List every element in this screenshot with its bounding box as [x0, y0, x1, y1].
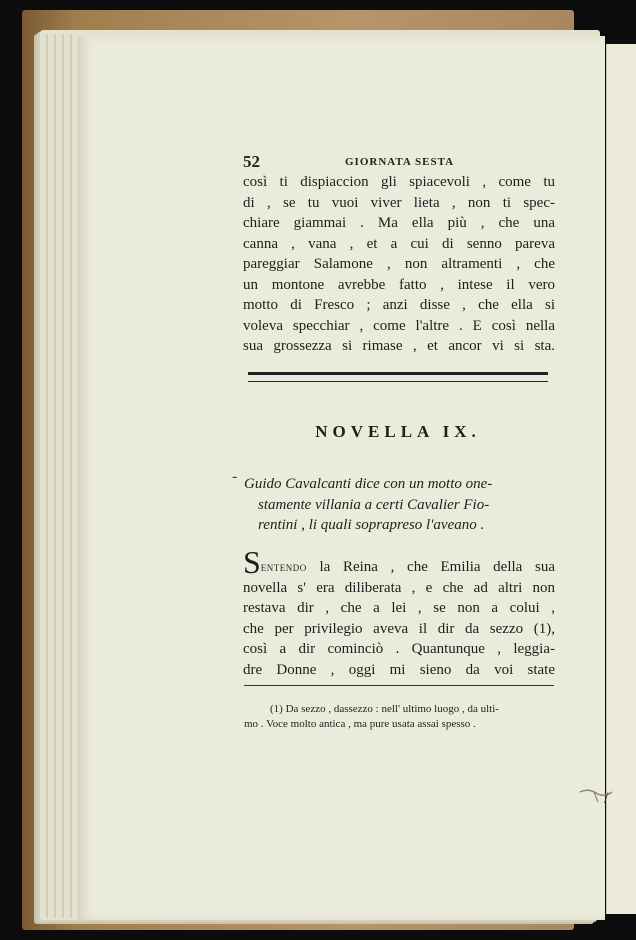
text-line: sua grossezza si rimase , et ancor vi si sta.	[243, 338, 555, 354]
footnote-line: mo . Voce molto antica , ma pure usata assai spesso .	[244, 718, 476, 730]
page-leaf-edge	[46, 34, 48, 918]
text-line: così a dir cominciò . Quantunque , leggia-	[243, 641, 555, 657]
text-line	[243, 544, 555, 580]
text-line: pareggiar Salamone , non altramenti , che	[243, 256, 555, 272]
text-line: motto di Fresco ; anzi disse , che ella si	[243, 297, 555, 313]
running-head	[243, 152, 553, 172]
text-line: canna , vana , et a cui di senno pareva	[243, 235, 555, 252]
chapter-summary	[244, 474, 554, 536]
summary-line: stamente villania a certi Cavalier Fio-	[258, 496, 490, 513]
text-line: chiare giammai . Ma ella più , che una	[243, 215, 555, 231]
page-leaf-edge	[62, 34, 64, 918]
marginal-mark: -	[232, 468, 238, 485]
page-number: 52	[243, 152, 260, 171]
text-line: novella s' era diliberata , e che ad altri non	[243, 579, 555, 596]
text-line: voleva specchiar , come l'altre . E così nella	[243, 317, 555, 334]
page-tab-mark	[578, 784, 614, 804]
summary-line: Guido Cavalcanti dice con un motto one-	[244, 476, 493, 492]
story-paragraph	[243, 544, 555, 680]
opening-paragraph	[243, 172, 555, 357]
text-line: restava dir , che a lei , se non a colui ,	[243, 600, 555, 616]
text-run: la Reina , che Emilia della sua	[306, 559, 555, 575]
text-line: così ti dispiaccion gli spiacevoli , come tu	[243, 174, 555, 190]
running-head-title: GIORNATA SESTA	[345, 156, 455, 168]
summary-line: rentini , li quali soprapreso l'aveano .	[258, 517, 485, 533]
page-leaf-edge	[54, 34, 56, 918]
footnote-rule	[244, 685, 554, 686]
text-line: di , se tu vuoi viver lieta , non ti spec-	[243, 194, 555, 211]
page-leaf-edge	[70, 34, 72, 918]
section-divider-rule	[248, 372, 548, 382]
text-line: un montone avrebbe fatto , intese il vero	[243, 276, 555, 293]
small-caps-word: entendo	[260, 559, 307, 574]
text-line: dre Donne , oggi mi sieno da voi state	[243, 661, 555, 678]
chapter-title: NOVELLA IX.	[315, 422, 481, 441]
paper-tab-icon	[578, 784, 614, 804]
drop-capital: S	[243, 544, 261, 580]
footnote	[244, 702, 554, 732]
text-line: che per privilegio aveva il dir da sezzo (1),	[243, 620, 555, 637]
footnote-line: (1) Da sezzo , dassezzo : nell' ultimo luogo , da ulti-	[270, 703, 499, 715]
marginal-mark: /	[604, 790, 609, 807]
